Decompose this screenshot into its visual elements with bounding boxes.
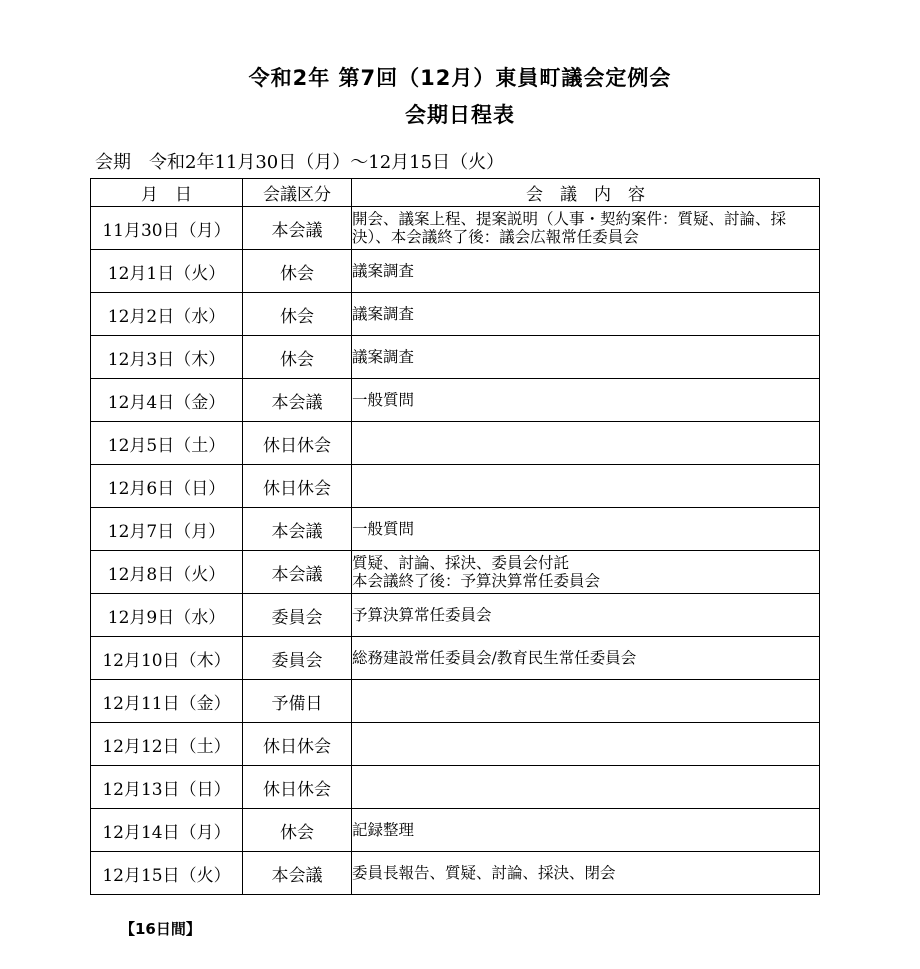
- row-date: 12月14日（月）: [91, 809, 243, 852]
- row-session-type: 委員会: [243, 637, 352, 680]
- row-content: [352, 422, 820, 465]
- row-content: [352, 680, 820, 723]
- row-session-type: 本会議: [243, 551, 352, 594]
- row-date: 12月3日（木）: [91, 336, 243, 379]
- table-row: [91, 766, 820, 809]
- row-date: 12月6日（日）: [91, 465, 243, 508]
- document-title: 令和2年 第7回（12月）東員町議会定例会: [248, 66, 672, 90]
- row-session-type: 休会: [243, 293, 352, 336]
- row-date: 12月7日（月）: [91, 508, 243, 551]
- row-date: 12月2日（水）: [91, 293, 243, 336]
- row-session-type: 休日休会: [243, 422, 352, 465]
- row-session-type: 休会: [243, 809, 352, 852]
- table-row: [91, 250, 820, 293]
- table-row: [91, 207, 820, 250]
- row-date: 12月4日（金）: [91, 379, 243, 422]
- row-content: 一般質問: [352, 379, 820, 422]
- row-content: 開会、議案上程、提案説明（人事・契約案件：質疑、討論、採決）、本会議終了後：議会広報常任委員会: [352, 207, 820, 250]
- table-row: [91, 637, 820, 680]
- row-content: 予算決算常任委員会: [352, 594, 820, 637]
- table-row: [91, 809, 820, 852]
- header-type: 会議区分: [243, 179, 352, 207]
- row-content: 議案調査: [352, 293, 820, 336]
- row-session-type: 本会議: [243, 852, 352, 895]
- session-period-value: 令和2年11月30日（月）～12月15日（火）: [149, 152, 505, 173]
- row-date: 12月1日（火）: [91, 250, 243, 293]
- row-session-type: 休日休会: [243, 465, 352, 508]
- row-date: 12月13日（日）: [91, 766, 243, 809]
- row-content: 質疑、討論、採決、委員会付託 本会議終了後：予算決算常任委員会: [352, 551, 820, 594]
- row-date: 12月10日（木）: [91, 637, 243, 680]
- row-session-type: 本会議: [243, 508, 352, 551]
- session-period: [95, 148, 504, 174]
- row-content: [352, 723, 820, 766]
- row-session-type: 本会議: [243, 379, 352, 422]
- table-row: [91, 379, 820, 422]
- table-row: [91, 594, 820, 637]
- schedule-table: [90, 178, 820, 895]
- table-row: [91, 551, 820, 594]
- row-content: [352, 766, 820, 809]
- header-content: 会 議 内 容: [352, 179, 820, 207]
- table-row: [91, 422, 820, 465]
- row-date: 12月8日（火）: [91, 551, 243, 594]
- table-row: [91, 680, 820, 723]
- table-row: [91, 293, 820, 336]
- row-date: 11月30日（月）: [91, 207, 243, 250]
- row-content: [352, 465, 820, 508]
- table-row: [91, 723, 820, 766]
- table-row: [91, 852, 820, 895]
- row-date: 12月5日（土）: [91, 422, 243, 465]
- row-session-type: 休会: [243, 336, 352, 379]
- row-date: 12月9日（水）: [91, 594, 243, 637]
- row-content: 総務建設常任委員会/教育民生常任委員会: [352, 637, 820, 680]
- row-session-type: 休会: [243, 250, 352, 293]
- schedule-body: [91, 207, 820, 895]
- row-date: 12月11日（金）: [91, 680, 243, 723]
- row-content: 一般質問: [352, 508, 820, 551]
- table-row: [91, 465, 820, 508]
- row-session-type: 委員会: [243, 594, 352, 637]
- table-header-row: [91, 179, 820, 207]
- row-session-type: 本会議: [243, 207, 352, 250]
- row-content: 記録整理: [352, 809, 820, 852]
- row-session-type: 休日休会: [243, 766, 352, 809]
- table-row: [91, 508, 820, 551]
- session-period-label: 会期: [95, 152, 131, 173]
- header-date: 月 日: [91, 179, 243, 207]
- row-content: 議案調査: [352, 336, 820, 379]
- table-row: [91, 336, 820, 379]
- total-days: 【16日間】: [120, 920, 201, 938]
- row-date: 12月12日（土）: [91, 723, 243, 766]
- row-session-type: 予備日: [243, 680, 352, 723]
- row-session-type: 休日休会: [243, 723, 352, 766]
- row-content: 議案調査: [352, 250, 820, 293]
- row-date: 12月15日（火）: [91, 852, 243, 895]
- row-content: 委員長報告、質疑、討論、採決、閉会: [352, 852, 820, 895]
- document-subtitle: 会期日程表: [405, 103, 515, 127]
